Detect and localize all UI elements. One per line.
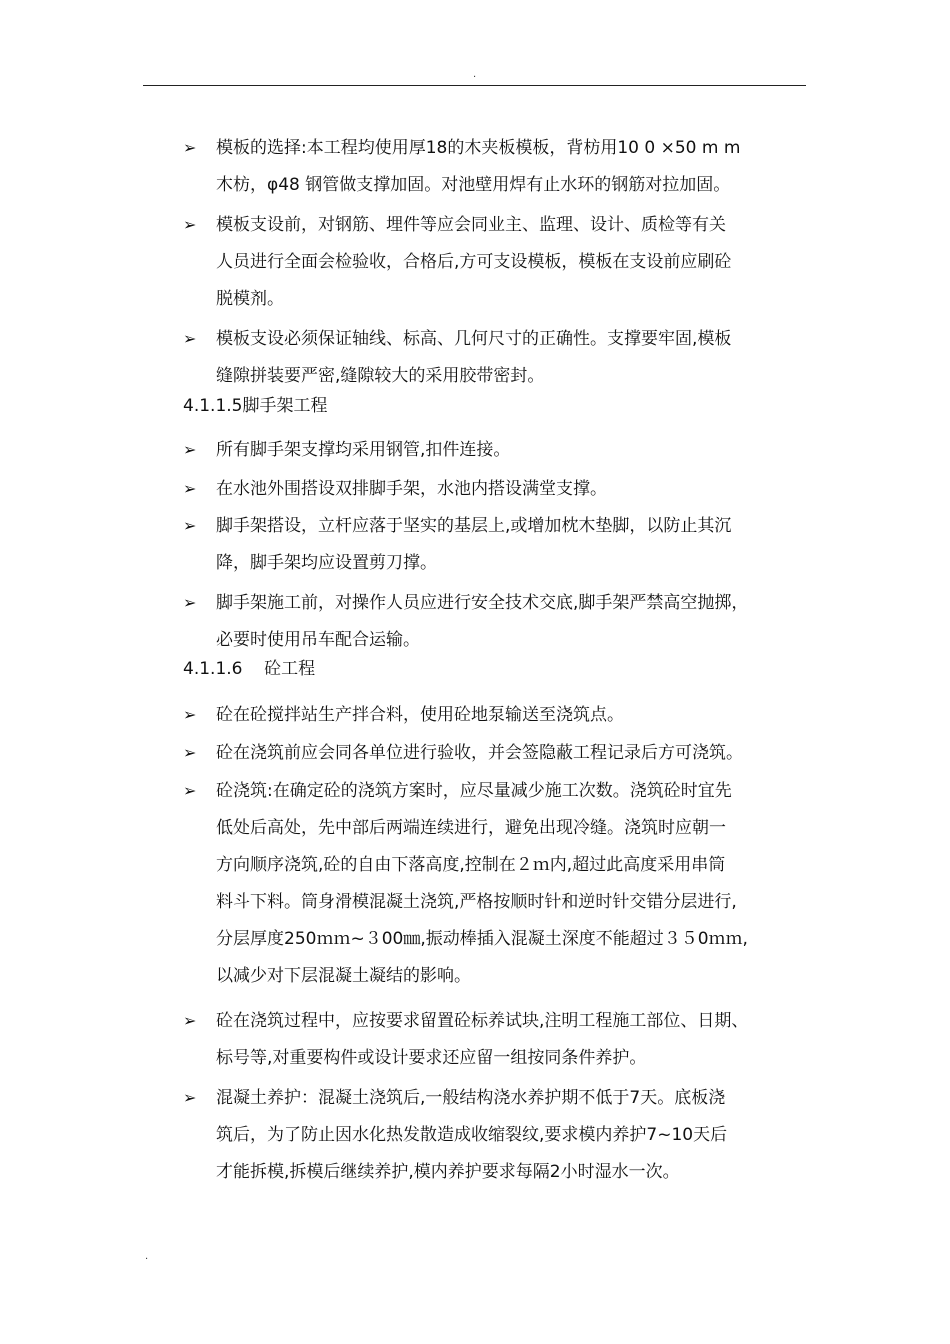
section-heading: 4.1.1.5脚手架工程 — [183, 396, 328, 416]
footer-dot: . — [145, 1251, 149, 1262]
arrow-bullet-icon: ➢ — [183, 705, 197, 724]
text-line: 木枋，φ48 钢管做支撑加固。对池壁用焊有止水环的钢筋对拉加固。 — [216, 175, 731, 195]
text-line: 才能拆模,拆模后继续养护,模内养护要求每隔2小时湿水一次。 — [216, 1162, 680, 1182]
arrow-bullet-icon: ➢ — [183, 516, 197, 535]
text-line: 砼在浇筑过程中，应按要求留置砼标养试块,注明工程施工部位、日期、 — [216, 1011, 749, 1031]
text-line: 砼在砼搅拌站生产拌合料，使用砼地泵输送至浇筑点。 — [216, 705, 624, 725]
text-line: 人员进行全面会检验收，合格后,方可支设模板，模板在支设前应刷砼 — [216, 252, 732, 272]
text-line: 砼浇筑:在确定砼的浇筑方案时，应尽量减少施工次数。浇筑砼时宜先 — [216, 781, 732, 801]
section-heading: 4.1.1.6 砼工程 — [183, 659, 316, 679]
arrow-bullet-icon: ➢ — [183, 138, 197, 157]
list-item-text — [216, 130, 806, 204]
list-item-text — [216, 1003, 806, 1077]
text-line: 在水池外围搭设双排脚手架，水池内搭设满堂支撑。 — [216, 479, 607, 499]
arrow-bullet-icon: ➢ — [183, 743, 197, 762]
text-line: 方向顺序浇筑,砼的自由下落高度,控制在２ｍ内,超过此高度采用串筒 — [216, 855, 726, 875]
text-line: 混凝土养护：混凝土浇筑后,一般结构浇水养护期不低于7天。底板浇 — [216, 1088, 726, 1108]
text-line: 筑后，为了防止因水化热发散造成收缩裂纹,要求模内养护7~10天后 — [216, 1125, 728, 1145]
list-item-text — [216, 471, 806, 508]
text-line: 以减少对下层混凝土凝结的影响。 — [216, 966, 471, 986]
text-line: 必要时使用吊车配合运输。 — [216, 630, 420, 650]
text-line: 模板的选择:本工程均使用厚18的木夹板模板，背枋用10 0 ×50 m m — [216, 138, 741, 158]
list-item-text — [216, 321, 806, 395]
text-line: 模板支设必须保证轴线、标高、几何尺寸的正确性。支撑要牢固,模板 — [216, 329, 732, 349]
list-item-text — [216, 207, 806, 318]
text-line: 降，脚手架均应设置剪刀撑。 — [216, 553, 437, 573]
text-line: 料斗下料。筒身滑模混凝土浇筑,严格按顺时针和逆时针交错分层进行, — [216, 892, 737, 912]
arrow-bullet-icon: ➢ — [183, 1088, 197, 1107]
text-line: 脱模剂。 — [216, 289, 284, 309]
text-line: 低处后高处，先中部后两端连续进行，避免出现冷缝。浇筑时应朝一 — [216, 818, 726, 838]
arrow-bullet-icon: ➢ — [183, 1011, 197, 1030]
arrow-bullet-icon: ➢ — [183, 593, 197, 612]
text-line: 脚手架施工前，对操作人员应进行安全技术交底,脚手架严禁高空抛掷， — [216, 593, 749, 613]
text-line: 所有脚手架支撑均采用钢管,扣件连接。 — [216, 440, 511, 460]
list-item-text — [216, 697, 806, 734]
list-item-text — [216, 773, 806, 995]
arrow-bullet-icon: ➢ — [183, 215, 197, 234]
text-line: 脚手架搭设，立杆应落于坚实的基层上,或增加枕木垫脚，以防止其沉 — [216, 516, 732, 536]
arrow-bullet-icon: ➢ — [183, 329, 197, 348]
text-line: 标号等,对重要构件或设计要求还应留一组按同条件养护。 — [216, 1048, 647, 1068]
arrow-bullet-icon: ➢ — [183, 781, 197, 800]
text-line: 模板支设前，对钢筋、埋件等应会同业主、监理、设计、质检等有关 — [216, 215, 726, 235]
header-rule — [143, 85, 806, 86]
header-dot: . — [473, 69, 477, 80]
arrow-bullet-icon: ➢ — [183, 440, 197, 459]
text-line: 缝隙拼装要严密,缝隙较大的采用胶带密封。 — [216, 366, 545, 386]
arrow-bullet-icon: ➢ — [183, 479, 197, 498]
list-item-text — [216, 1080, 806, 1191]
list-item-text — [216, 432, 806, 469]
text-line: 分层厚度250ｍｍ~３00㎜,振动棒插入混凝土深度不能超过３５0ｍｍ, — [216, 929, 748, 949]
list-item-text — [216, 508, 806, 582]
text-line: 砼在浇筑前应会同各单位进行验收，并会签隐蔽工程记录后方可浇筑。 — [216, 743, 743, 763]
list-item-text — [216, 735, 806, 772]
list-item-text — [216, 585, 806, 659]
